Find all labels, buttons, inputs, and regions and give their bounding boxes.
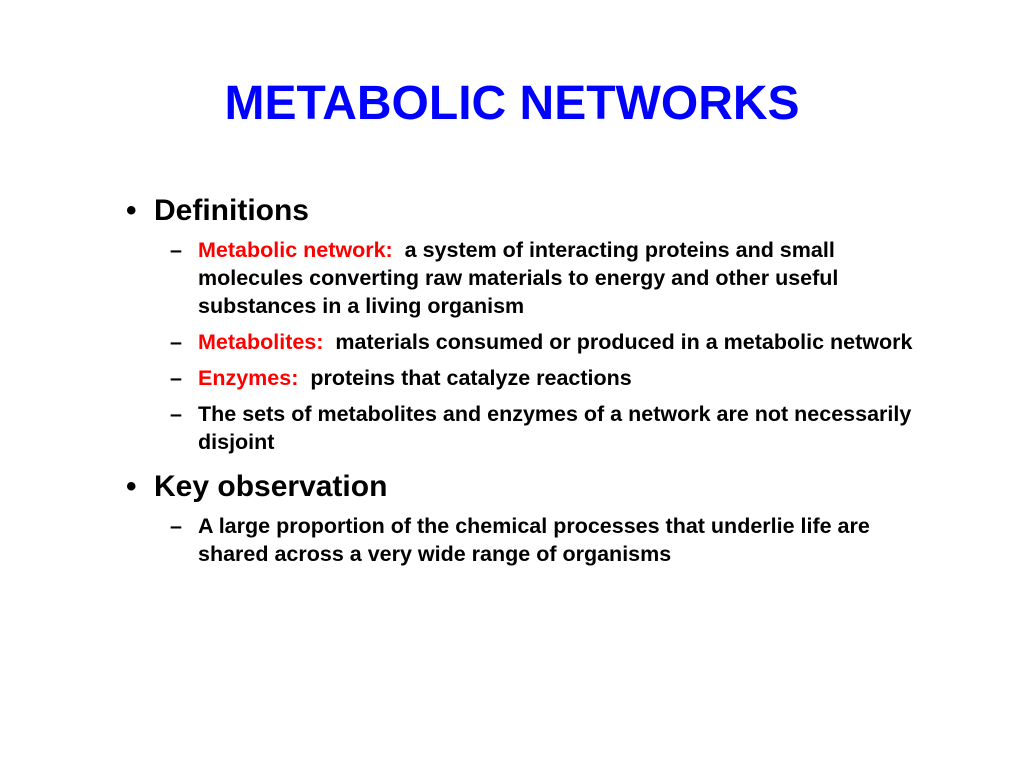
dash-marker: – [170, 330, 182, 354]
observation-list [126, 512, 926, 568]
dash-marker: – [170, 366, 182, 390]
definitions-list [126, 236, 926, 456]
slide-content [126, 192, 926, 580]
definition-text: proteins that catalyze reactions [310, 366, 632, 390]
bullet-marker: • [126, 470, 137, 503]
term-label: Metabolic network: [198, 238, 405, 262]
definition-metabolic-network [126, 236, 926, 320]
observation-text: A large proportion of the chemical processes that underlie life are shared across a very wide range of organisms [198, 514, 870, 566]
definition-text: materials consumed or produced in a metabolic network [335, 330, 913, 354]
definition-disjoint-note [126, 400, 926, 456]
term-label: Enzymes: [198, 366, 311, 390]
definition-text: a system of interacting proteins and small molecules converting raw materials to energy and other useful substances in a living organism [198, 238, 839, 318]
observation-shared-processes [126, 512, 926, 568]
definition-metabolites [126, 328, 926, 356]
term-label: Metabolites: [198, 330, 336, 354]
bullet-heading: Key observation [154, 470, 388, 503]
bullet-heading: Definitions [154, 194, 309, 227]
dash-marker: – [170, 402, 182, 426]
bullet-key-observation [126, 468, 926, 506]
bullet-marker: • [126, 194, 137, 227]
dash-marker: – [170, 514, 182, 538]
dash-marker: – [170, 238, 182, 262]
bullet-definitions [126, 192, 926, 230]
definition-enzymes [126, 364, 926, 392]
definition-text: The sets of metabolites and enzymes of a network are not necessarily disjoint [198, 402, 912, 454]
slide-title: METABOLIC NETWORKS [224, 77, 800, 130]
